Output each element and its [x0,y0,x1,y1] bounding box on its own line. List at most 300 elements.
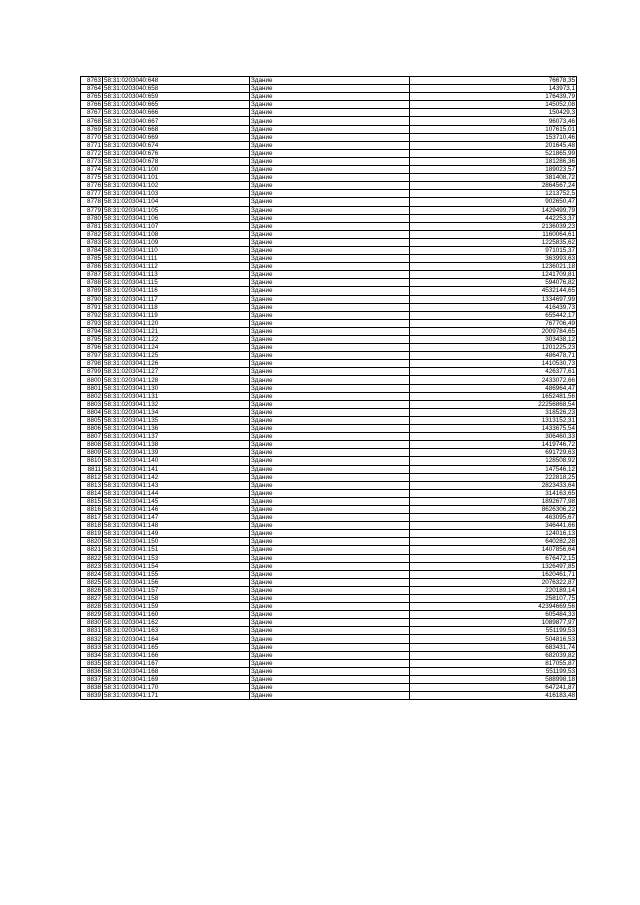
cadastral-value: 1620461,71 [410,570,577,578]
row-number: 8810 [81,457,103,465]
row-number: 8824 [81,570,103,578]
object-type: Здание [250,230,410,238]
object-type: Здание [250,303,410,311]
cadastral-value: 647241,87 [410,684,577,692]
row-number: 8832 [81,635,103,643]
cadastral-number: 58:31:0203041:139 [103,449,250,457]
cadastral-number: 58:31:0203040:659 [103,93,250,101]
table-row [81,101,577,109]
row-number: 8763 [81,77,103,85]
object-type: Здание [250,465,410,473]
row-number: 8790 [81,295,103,303]
cadastral-number: 58:31:0203041:159 [103,603,250,611]
cadastral-number: 58:31:0203040:665 [103,101,250,109]
cadastral-value: 416183,48 [410,692,577,700]
cadastral-value: 416439,73 [410,303,577,311]
cadastral-value: 42394669,56 [410,603,577,611]
cadastral-value: 363993,63 [410,255,577,263]
cadastral-value: 22256868,54 [410,400,577,408]
object-type: Здание [250,157,410,165]
table-row [81,287,577,295]
table-row [81,279,577,287]
row-number: 8785 [81,255,103,263]
cadastral-value: 128508,92 [410,457,577,465]
cadastral-number: 58:31:0203041:118 [103,303,250,311]
row-number: 8778 [81,198,103,206]
cadastral-number: 58:31:0203041:128 [103,376,250,384]
table-row [81,562,577,570]
table-row [81,311,577,319]
cadastral-value: 1410530,73 [410,360,577,368]
row-number: 8789 [81,287,103,295]
object-type: Здание [250,554,410,562]
table-row [81,611,577,619]
row-number: 8768 [81,117,103,125]
cadastral-value: 2864567,24 [410,182,577,190]
cadastral-value: 1313152,31 [410,416,577,424]
table-row [81,473,577,481]
row-number: 8793 [81,319,103,327]
table-row [81,538,577,546]
cadastral-value: 1201225,23 [410,344,577,352]
row-number: 8805 [81,416,103,424]
cadastral-number: 58:31:0203041:113 [103,271,250,279]
cadastral-value: 153710,46 [410,133,577,141]
table-row [81,481,577,489]
row-number: 8782 [81,230,103,238]
row-number: 8809 [81,449,103,457]
cadastral-value: 303438,12 [410,336,577,344]
object-type: Здание [250,586,410,594]
row-number: 8821 [81,546,103,554]
row-number: 8791 [81,303,103,311]
cadastral-number: 58:31:0203041:135 [103,416,250,424]
cadastral-value: 504816,53 [410,635,577,643]
cadastral-number: 58:31:0203041:126 [103,360,250,368]
table-row [81,319,577,327]
cadastral-value: 1089877,97 [410,619,577,627]
cadastral-value: 181286,36 [410,157,577,165]
row-number: 8766 [81,101,103,109]
cadastral-number: 58:31:0203041:127 [103,368,250,376]
cadastral-value: 1160064,61 [410,230,577,238]
table-row [81,441,577,449]
row-number: 8823 [81,562,103,570]
row-number: 8829 [81,611,103,619]
row-number: 8827 [81,595,103,603]
table-row [81,675,577,683]
cadastral-value: 551199,53 [410,667,577,675]
row-number: 8828 [81,603,103,611]
row-number: 8837 [81,675,103,683]
object-type: Здание [250,327,410,335]
object-type: Здание [250,117,410,125]
cadastral-number: 58:31:0203041:108 [103,230,250,238]
cadastral-number: 58:31:0203041:156 [103,578,250,586]
row-number: 8806 [81,425,103,433]
cadastral-number: 58:31:0203041:145 [103,497,250,505]
cadastral-value: 1241709,81 [410,271,577,279]
object-type: Здание [250,441,410,449]
cadastral-value: 605484,33 [410,611,577,619]
cadastral-value: 442253,37 [410,214,577,222]
table-row [81,360,577,368]
row-number: 8794 [81,327,103,335]
table-row [81,376,577,384]
cadastral-value: 189023,57 [410,166,577,174]
cadastral-value: 683431,74 [410,643,577,651]
table-row [81,117,577,125]
row-number: 8801 [81,384,103,392]
cadastral-value: 902650,47 [410,198,577,206]
cadastral-number: 58:31:0203041:130 [103,384,250,392]
object-type: Здание [250,295,410,303]
object-type: Здание [250,392,410,400]
object-type: Здание [250,133,410,141]
row-number: 8835 [81,659,103,667]
cadastral-value: 426377,61 [410,368,577,376]
row-number: 8819 [81,530,103,538]
object-type: Здание [250,190,410,198]
object-type: Здание [250,319,410,327]
object-type: Здание [250,287,410,295]
cadastral-value: 258107,75 [410,595,577,603]
row-number: 8815 [81,497,103,505]
object-type: Здание [250,449,410,457]
table-row [81,182,577,190]
table-row [81,603,577,611]
table-row [81,222,577,230]
object-type: Здание [250,311,410,319]
object-type: Здание [250,336,410,344]
cadastral-number: 58:31:0203041:120 [103,319,250,327]
row-number: 8826 [81,586,103,594]
table-row [81,133,577,141]
table-row [81,457,577,465]
cadastral-number: 58:31:0203040:666 [103,109,250,117]
cadastral-value: 318526,23 [410,408,577,416]
row-number: 8804 [81,408,103,416]
cadastral-number: 58:31:0203041:112 [103,263,250,271]
cadastral-number: 58:31:0203041:132 [103,400,250,408]
object-type: Здание [250,684,410,692]
row-number: 8769 [81,125,103,133]
cadastral-number: 58:31:0203040:674 [103,141,250,149]
cadastral-value: 1225835,62 [410,238,577,246]
object-type: Здание [250,360,410,368]
cadastral-number: 58:31:0203041:119 [103,311,250,319]
table-row [81,336,577,344]
object-type: Здание [250,384,410,392]
cadastral-number: 58:31:0203041:149 [103,530,250,538]
cadastral-number: 58:31:0203041:167 [103,659,250,667]
object-type: Здание [250,109,410,117]
object-type: Здание [250,238,410,246]
row-number: 8834 [81,651,103,659]
cadastral-number: 58:31:0203041:165 [103,643,250,651]
cadastral-value: 2136039,23 [410,222,577,230]
table-body [81,77,577,700]
table-row [81,667,577,675]
row-number: 8799 [81,368,103,376]
table-row [81,125,577,133]
object-type: Здание [250,651,410,659]
table-row [81,230,577,238]
cadastral-value: 1419746,72 [410,441,577,449]
cadastral-number: 58:31:0203041:115 [103,279,250,287]
cadastral-number: 58:31:0203041:162 [103,619,250,627]
row-number: 8772 [81,149,103,157]
row-number: 8780 [81,214,103,222]
cadastral-value: 551199,53 [410,627,577,635]
table-row [81,554,577,562]
table-row [81,408,577,416]
object-type: Здание [250,93,410,101]
cadastral-number: 58:31:0203040:669 [103,133,250,141]
cadastral-number: 58:31:0203041:144 [103,489,250,497]
cadastral-value: 463095,67 [410,514,577,522]
row-number: 8795 [81,336,103,344]
cadastral-value: 4532144,65 [410,287,577,295]
object-type: Здание [250,425,410,433]
table-row [81,214,577,222]
cadastral-number: 58:31:0203041:170 [103,684,250,692]
object-type: Здание [250,352,410,360]
row-number: 8836 [81,667,103,675]
cadastral-value: 640282,28 [410,538,577,546]
object-type: Здание [250,603,410,611]
cadastral-number: 58:31:0203041:125 [103,352,250,360]
cadastral-value: 8626306,22 [410,505,577,513]
cadastral-number: 58:31:0203041:138 [103,441,250,449]
table-row [81,425,577,433]
cadastral-number: 58:31:0203041:100 [103,166,250,174]
table-row [81,619,577,627]
cadastral-value: 691729,63 [410,449,577,457]
object-type: Здание [250,611,410,619]
table-row [81,489,577,497]
object-type: Здание [250,263,410,271]
row-number: 8775 [81,174,103,182]
table-row [81,522,577,530]
cadastral-value: 2823433,64 [410,481,577,489]
table-row [81,530,577,538]
cadastral-value: 594076,82 [410,279,577,287]
row-number: 8783 [81,238,103,246]
row-number: 8803 [81,400,103,408]
cadastral-value: 1433675,54 [410,425,577,433]
table-row [81,643,577,651]
cadastral-value: 201645,48 [410,141,577,149]
object-type: Здание [250,368,410,376]
cadastral-value: 2433072,66 [410,376,577,384]
table-row [81,578,577,586]
object-type: Здание [250,101,410,109]
table-row [81,238,577,246]
cadastral-value: 143973,1 [410,85,577,93]
table-row [81,295,577,303]
cadastral-value: 486478,71 [410,352,577,360]
object-type: Здание [250,214,410,222]
row-number: 8765 [81,93,103,101]
row-number: 8813 [81,481,103,489]
cadastral-number: 58:31:0203041:137 [103,433,250,441]
table-row [81,109,577,117]
cadastral-number: 58:31:0203041:151 [103,546,250,554]
table-row [81,85,577,93]
row-number: 8776 [81,182,103,190]
object-type: Здание [250,376,410,384]
object-type: Здание [250,255,410,263]
object-type: Здание [250,433,410,441]
cadastral-number: 58:31:0203041:131 [103,392,250,400]
table-row [81,255,577,263]
object-type: Здание [250,578,410,586]
cadastral-number: 58:31:0203041:111 [103,255,250,263]
cadastral-value: 1334697,99 [410,295,577,303]
cadastral-value: 1652481,56 [410,392,577,400]
cadastral-value: 817055,87 [410,659,577,667]
cadastral-value: 220189,14 [410,586,577,594]
table-row [81,449,577,457]
table-row [81,595,577,603]
cadastral-value: 588998,18 [410,675,577,683]
table-row [81,505,577,513]
cadastral-number: 58:31:0203041:166 [103,651,250,659]
row-number: 8838 [81,684,103,692]
object-type: Здание [250,505,410,513]
table-row [81,627,577,635]
cadastral-value: 1236021,18 [410,263,577,271]
row-number: 8786 [81,263,103,271]
cadastral-value: 767706,49 [410,319,577,327]
row-number: 8818 [81,522,103,530]
cadastral-number: 58:31:0203041:163 [103,627,250,635]
cadastral-value: 1213752,5 [410,190,577,198]
object-type: Здание [250,198,410,206]
object-type: Здание [250,174,410,182]
cadastral-number: 58:31:0203041:116 [103,287,250,295]
table-row [81,174,577,182]
table-row [81,635,577,643]
cadastral-value: 1326497,85 [410,562,577,570]
row-number: 8788 [81,279,103,287]
object-type: Здание [250,497,410,505]
row-number: 8798 [81,360,103,368]
object-type: Здание [250,344,410,352]
cadastral-number: 58:31:0203041:155 [103,570,250,578]
row-number: 8781 [81,222,103,230]
object-type: Здание [250,530,410,538]
object-type: Здание [250,473,410,481]
cadastral-value: 314163,65 [410,489,577,497]
table-row [81,77,577,85]
cadastral-value: 2009784,65 [410,327,577,335]
object-type: Здание [250,595,410,603]
cadastral-number: 58:31:0203041:171 [103,692,250,700]
cadastral-number: 58:31:0203041:107 [103,222,250,230]
cadastral-number: 58:31:0203041:154 [103,562,250,570]
table-row [81,141,577,149]
table-row [81,352,577,360]
row-number: 8812 [81,473,103,481]
table-row [81,497,577,505]
cadastral-number: 58:31:0203041:160 [103,611,250,619]
cadastral-number: 58:31:0203040:668 [103,125,250,133]
object-type: Здание [250,692,410,700]
object-type: Здание [250,416,410,424]
row-number: 8774 [81,166,103,174]
cadastral-number: 58:31:0203041:148 [103,522,250,530]
cadastral-number: 58:31:0203041:143 [103,481,250,489]
table-row [81,570,577,578]
cadastral-number: 58:31:0203041:146 [103,505,250,513]
cadastral-value: 676472,15 [410,554,577,562]
row-number: 8792 [81,311,103,319]
row-number: 8822 [81,554,103,562]
row-number: 8787 [81,271,103,279]
cadastral-number: 58:31:0203041:153 [103,554,250,562]
cadastral-number: 58:31:0203040:658 [103,85,250,93]
row-number: 8797 [81,352,103,360]
row-number: 8807 [81,433,103,441]
row-number: 8777 [81,190,103,198]
table-row [81,392,577,400]
cadastral-value: 176439,79 [410,93,577,101]
cadastral-number: 58:31:0203040:648 [103,77,250,85]
cadastral-value: 2076322,87 [410,578,577,586]
cadastral-number: 58:31:0203041:102 [103,182,250,190]
cadastral-number: 58:31:0203041:169 [103,675,250,683]
row-number: 8802 [81,392,103,400]
cadastral-value: 486964,47 [410,384,577,392]
cadastral-value: 655442,17 [410,311,577,319]
cadastral-value: 124016,13 [410,530,577,538]
row-number: 8825 [81,578,103,586]
cadastral-number: 58:31:0203041:164 [103,635,250,643]
row-number: 8811 [81,465,103,473]
cadastral-number: 58:31:0203041:141 [103,465,250,473]
row-number: 8814 [81,489,103,497]
cadastral-value: 147546,12 [410,465,577,473]
table-row [81,327,577,335]
row-number: 8820 [81,538,103,546]
table-row [81,303,577,311]
table-row [81,433,577,441]
row-number: 8800 [81,376,103,384]
table-row [81,344,577,352]
cadastral-number: 58:31:0203041:106 [103,214,250,222]
object-type: Здание [250,667,410,675]
object-type: Здание [250,481,410,489]
cadastral-value: 222818,25 [410,473,577,481]
cadastral-number: 58:31:0203041:103 [103,190,250,198]
table-row [81,659,577,667]
cadastral-value: 521865,99 [410,149,577,157]
object-type: Здание [250,149,410,157]
cadastral-value: 1892677,98 [410,497,577,505]
cadastral-value: 346441,66 [410,522,577,530]
object-type: Здание [250,400,410,408]
object-type: Здание [250,457,410,465]
cadastral-number: 58:31:0203041:105 [103,206,250,214]
table-row [81,206,577,214]
object-type: Здание [250,182,410,190]
object-type: Здание [250,222,410,230]
row-number: 8831 [81,627,103,635]
object-type: Здание [250,77,410,85]
row-number: 8770 [81,133,103,141]
